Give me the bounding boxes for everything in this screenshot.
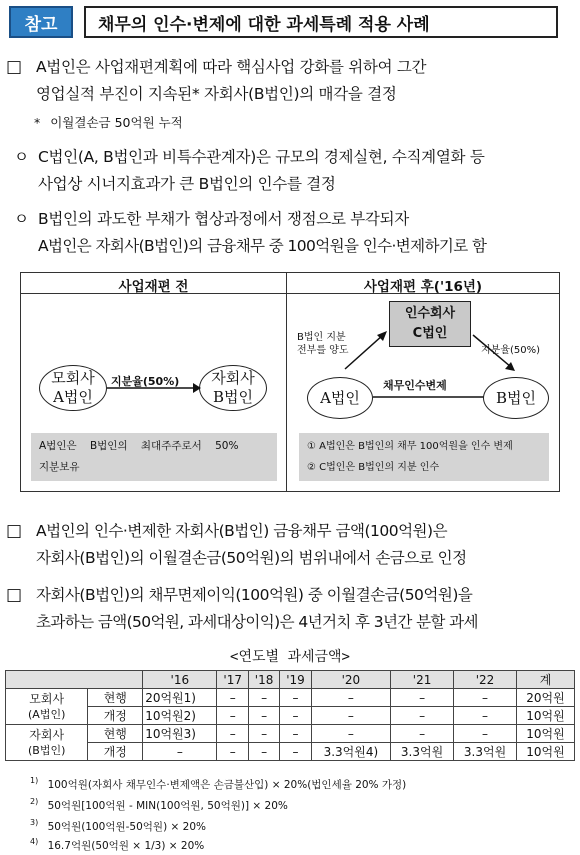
- bullet-line: A법인은 자회사(B법인)의 금융채무 중 100억원을 인수·변제하기로 함: [38, 237, 487, 255]
- bullet-line: B법인의 과도한 부채가 협상과정에서 쟁점으로 부각되자: [38, 210, 409, 228]
- table-cell: 3.3억원: [391, 743, 454, 761]
- before-heading: 사업재편 전: [118, 279, 189, 295]
- bullet-line: 초과하는 금액(50억원, 과세대상이익)은 4년거치 후 3년간 분할 과세: [36, 613, 478, 631]
- table-cell: –: [454, 707, 517, 725]
- arrow-right-icon: [107, 381, 201, 395]
- col-header: '22: [454, 671, 517, 689]
- asterisk-mark: *: [34, 115, 41, 130]
- col-header: '17: [217, 671, 248, 689]
- col-header: 계: [517, 671, 575, 689]
- entity-sub: (A법인): [28, 707, 66, 721]
- before-note-box: [31, 433, 277, 481]
- col-header: '21: [391, 671, 454, 689]
- box-line: C법인: [412, 326, 448, 341]
- table-cell: –: [391, 689, 454, 707]
- note-line: ① A법인은 B법인의 채무 100억원을 인수 변제: [307, 441, 513, 452]
- sub-note: [34, 113, 183, 131]
- table-row: [6, 707, 575, 725]
- table-cell: –: [248, 689, 279, 707]
- table-cell: –: [280, 725, 311, 743]
- footnote-number: 3): [30, 818, 39, 827]
- table-cell: 10억원: [517, 743, 575, 761]
- footnote-text: 100억원(자회사 채무인수·변제액은 손금불산입) × 20%(법인세율 20% 가정): [47, 778, 407, 791]
- table-cell: –: [311, 707, 390, 725]
- table-row: [6, 689, 575, 707]
- entity-name: 자회사: [29, 727, 65, 742]
- table-cell: 20억원: [517, 689, 575, 707]
- bullet-line: 영업실적 부진이 지속된* 자회사(B법인)의 매각을 결정: [36, 85, 397, 103]
- reference-tag: 참고: [9, 6, 73, 38]
- sub-note-text: 이월결손금 50억원 누적: [50, 115, 183, 130]
- table-cell: –: [391, 707, 454, 725]
- type-cell: 현행: [88, 725, 143, 743]
- table-cell: 10억원3): [143, 725, 217, 743]
- bullet-line: 자회사(B법인)의 채무면제이익(100억원) 중 이월결손금(50억원)을: [36, 586, 473, 604]
- footnote-number: 2): [30, 797, 39, 806]
- table-cell: –: [454, 689, 517, 707]
- table-cell: –: [454, 725, 517, 743]
- col-header: '18: [248, 671, 279, 689]
- table-cell: –: [248, 743, 279, 761]
- bullet-line: C법인(A, B법인과 비특수관계자)은 규모의 경제실현, 수직계열화 등: [38, 148, 485, 166]
- debt-label: 채무인수변제: [383, 379, 447, 392]
- table-cell: –: [217, 707, 248, 725]
- footnote-text: 50억원(100억원-50억원) × 20%: [47, 820, 206, 833]
- col-header: '19: [280, 671, 311, 689]
- tax-by-year-table: [5, 670, 575, 761]
- oval-line: 모회사: [51, 369, 95, 387]
- table-caption: <연도별 과세금액>: [230, 649, 350, 665]
- table-cell: –: [217, 743, 248, 761]
- square-bullet-icon: □: [6, 521, 22, 541]
- oval-line: B법인: [212, 388, 253, 406]
- footnote: [30, 797, 288, 813]
- table-cell: –: [280, 707, 311, 725]
- entity-cell: [6, 689, 88, 725]
- table-cell: –: [280, 689, 311, 707]
- circle-bullet-icon: ㅇ: [14, 210, 29, 228]
- table-cell: –: [280, 743, 311, 761]
- table-cell: –: [217, 689, 248, 707]
- table-cell: 10억원2): [143, 707, 217, 725]
- footnote: [30, 818, 206, 834]
- footnote-number: 4): [30, 837, 39, 846]
- oval-line: A법인: [53, 388, 93, 406]
- child-b-oval: [199, 365, 267, 411]
- table-cell: 3.3억원4): [311, 743, 390, 761]
- entity-name: 모회사: [29, 691, 65, 706]
- after-share-label: 지분율(50%): [481, 345, 541, 356]
- footnote-text: 50억원[100억원 - MIN(100억원, 50억원)] × 20%: [47, 799, 288, 812]
- a-company-oval: A법인: [307, 377, 373, 419]
- table-cell: –: [248, 725, 279, 743]
- oval-line: 자회사: [211, 369, 255, 387]
- restructuring-diagram: [20, 272, 560, 492]
- col-header: '20: [311, 671, 390, 689]
- table-header-row: [6, 671, 575, 689]
- bullet-line: 자회사(B법인)의 이월결손금(50억원)의 범위내에서 손금으로 인정: [36, 549, 467, 567]
- footnote-number: 1): [30, 776, 39, 785]
- bullet-line: A법인은 사업재편계획에 따라 핵심사업 강화를 위하여 그간: [36, 58, 427, 76]
- note-line: A법인은 B법인의 최대주주로서 50%: [39, 440, 239, 452]
- before-share-label: 지분율(50%): [111, 375, 180, 388]
- square-bullet-icon: □: [6, 57, 22, 77]
- type-cell: 현행: [88, 689, 143, 707]
- table-corner: [6, 671, 143, 689]
- footnote: [30, 776, 406, 792]
- parent-a-oval: [39, 365, 107, 411]
- footnote-text: 16.7억원(50억원 × 1/3) × 20%: [47, 839, 205, 852]
- table-cell: 10억원: [517, 707, 575, 725]
- type-cell: 개정: [88, 743, 143, 761]
- table-row: [6, 743, 575, 761]
- label-line: 전부를 양도: [297, 345, 349, 356]
- box-line: 인수회사: [404, 306, 456, 321]
- table-cell: –: [143, 743, 217, 761]
- table-cell: –: [311, 689, 390, 707]
- note-line: 지분보유: [39, 461, 80, 473]
- after-note-box: [299, 433, 549, 481]
- entity-cell: [6, 725, 88, 761]
- bullet-line: 사업상 시너지효과가 큰 B법인의 인수를 결정: [38, 175, 336, 193]
- type-cell: 개정: [88, 707, 143, 725]
- table-cell: 10억원: [517, 725, 575, 743]
- circle-bullet-icon: ㅇ: [14, 148, 29, 166]
- b-company-oval: B법인: [483, 377, 549, 419]
- table-cell: –: [311, 725, 390, 743]
- table-row: [6, 725, 575, 743]
- table-cell: 20억원1): [143, 689, 217, 707]
- table-cell: –: [217, 725, 248, 743]
- table-cell: –: [391, 725, 454, 743]
- square-bullet-icon: □: [6, 585, 22, 605]
- bullet-line: A법인의 인수·변제한 자회사(B법인) 금융채무 금액(100억원)은: [36, 522, 448, 540]
- after-heading: 사업재편 후('16년): [363, 279, 483, 295]
- label-line: B법인 지분: [297, 332, 346, 343]
- entity-sub: (B법인): [28, 743, 66, 757]
- footnote: [30, 837, 204, 853]
- table-cell: –: [248, 707, 279, 725]
- note-line: ② C법인은 B법인의 지분 인수: [307, 462, 440, 473]
- table-cell: 3.3억원: [454, 743, 517, 761]
- col-header: '16: [143, 671, 217, 689]
- page-title: 채무의 인수·변제에 대한 과세특례 적용 사례: [84, 6, 558, 38]
